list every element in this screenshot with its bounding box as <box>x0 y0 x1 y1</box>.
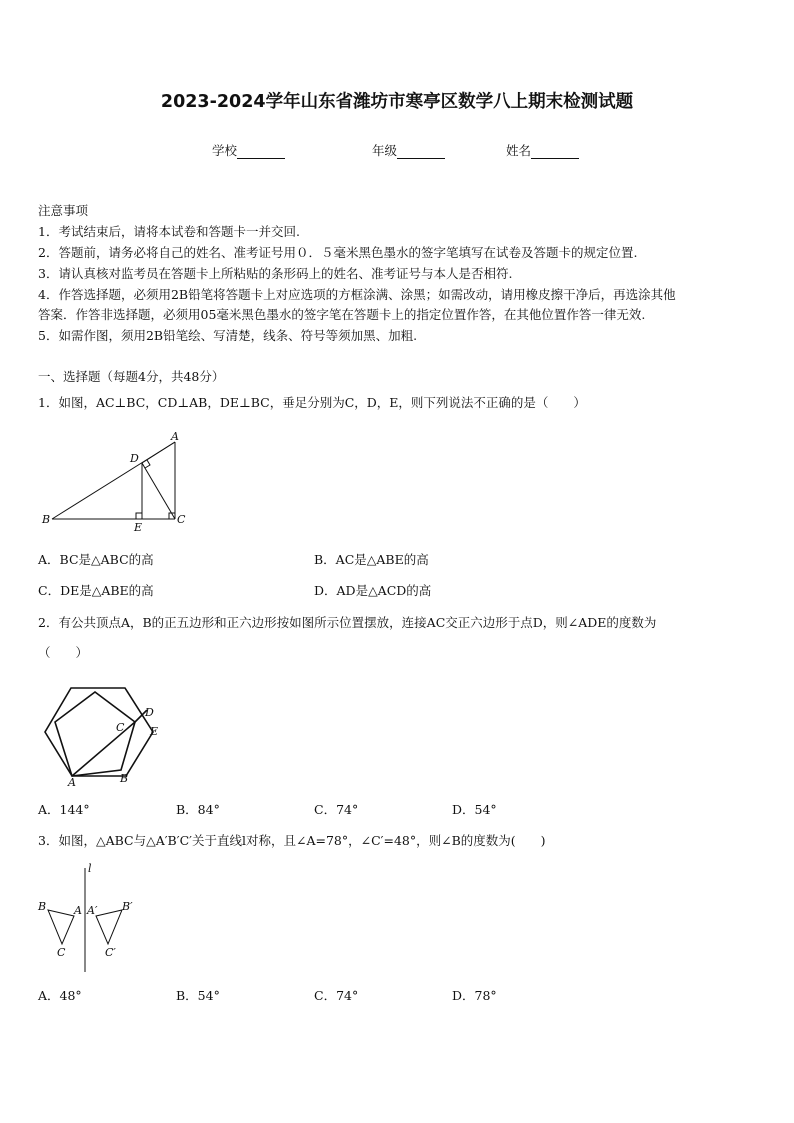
q3-label-b: B <box>38 900 47 913</box>
notice-item: 4．作答选择题，必须用2B铅笔将答题卡上对应选项的方框涂满、涂黑；如需改动，请用橡皮擦干净后，再选涂其他 <box>38 287 676 302</box>
q1-label-e: E <box>134 521 143 534</box>
notice-item: 答案．作答非选择题，必须用05毫米黑色墨水的签字笔在答题卡上的指定位置作答，在其他位置作答一律无效. <box>38 307 646 322</box>
q3-label-l: l <box>88 862 92 875</box>
q3-option-b[interactable]: B．54° <box>176 988 220 1003</box>
q2-option-d[interactable]: D．54° <box>452 802 497 817</box>
q2-option-b[interactable]: B．84° <box>176 802 220 817</box>
page-title: 2023-2024学年山东省潍坊市寒亭区数学八上期末检测试题 <box>160 92 634 112</box>
notice-heading: 注意事项 <box>38 203 89 218</box>
q1-label-b: B <box>42 513 51 526</box>
notice-item: 1．考试结束后，请将本试卷和答题卡一并交回. <box>38 224 300 239</box>
question-2-stem: 2．有公共顶点A，B的正五边形和正六边形按如图所示位置摆放，连接AC交正六边形于点D，则∠ADE的度数为 <box>38 615 657 630</box>
q1-option-c[interactable]: C．DE是△ABE的高 <box>38 583 154 598</box>
q3-option-a[interactable]: A．48° <box>38 988 82 1003</box>
q1-option-d[interactable]: D．AD是△ACD的高 <box>314 583 432 598</box>
q3-option-d[interactable]: D．78° <box>452 988 497 1003</box>
question-1-stem: 1．如图，AC⊥BC，CD⊥AB，DE⊥BC，垂足分别为C，D，E，则下列说法不正确的是（ ） <box>38 395 586 410</box>
grade-label: 年级 <box>372 143 398 158</box>
q2-label-a: A <box>68 776 76 789</box>
q2-label-d: D <box>145 706 154 719</box>
notice-item: 3．请认真核对监考员在答题卡上所粘贴的条形码上的姓名、准考证号与本人是否相符. <box>38 266 513 281</box>
q2-option-a[interactable]: A．144° <box>38 802 90 817</box>
q3-option-c[interactable]: C．74° <box>314 988 359 1003</box>
q1-label-d: D <box>130 452 139 465</box>
name-label: 姓名 <box>506 143 532 158</box>
q1-option-b[interactable]: B．AC是△ABE的高 <box>314 552 429 567</box>
school-label: 学校 <box>212 143 238 158</box>
question-3-stem: 3．如图，△ABC与△A′B′C′关于直线l对称，且∠A=78°，∠C′=48°，则∠B的度数为( ) <box>38 833 546 848</box>
notice-item: 5．如需作图，须用2B铅笔绘、写清楚，线条、符号等须加黑、加粗. <box>38 328 418 343</box>
question-2-stem-cont: （ ） <box>38 645 89 660</box>
q3-label-c-prime: C′ <box>105 946 116 959</box>
q2-label-c: C <box>116 721 125 734</box>
q1-label-a: A <box>171 430 179 443</box>
q3-label-b-prime: B′ <box>122 900 133 913</box>
section-heading: 一、选择题（每题4分，共48分） <box>38 369 225 384</box>
q1-option-a[interactable]: A．BC是△ABC的高 <box>38 552 154 567</box>
q3-label-c: C <box>57 946 66 959</box>
q3-label-a-prime: A′ <box>87 904 98 917</box>
q2-option-c[interactable]: C．74° <box>314 802 359 817</box>
q2-label-b: B <box>120 772 129 785</box>
q1-label-c: C <box>177 513 186 526</box>
notice-item: 2．答题前，请务必将自己的姓名、准考证号用０．５毫米黑色墨水的签字笔填写在试卷及答题卡的规定位置. <box>38 245 638 260</box>
q2-label-e: E <box>150 725 159 738</box>
q3-label-a: A <box>74 904 82 917</box>
